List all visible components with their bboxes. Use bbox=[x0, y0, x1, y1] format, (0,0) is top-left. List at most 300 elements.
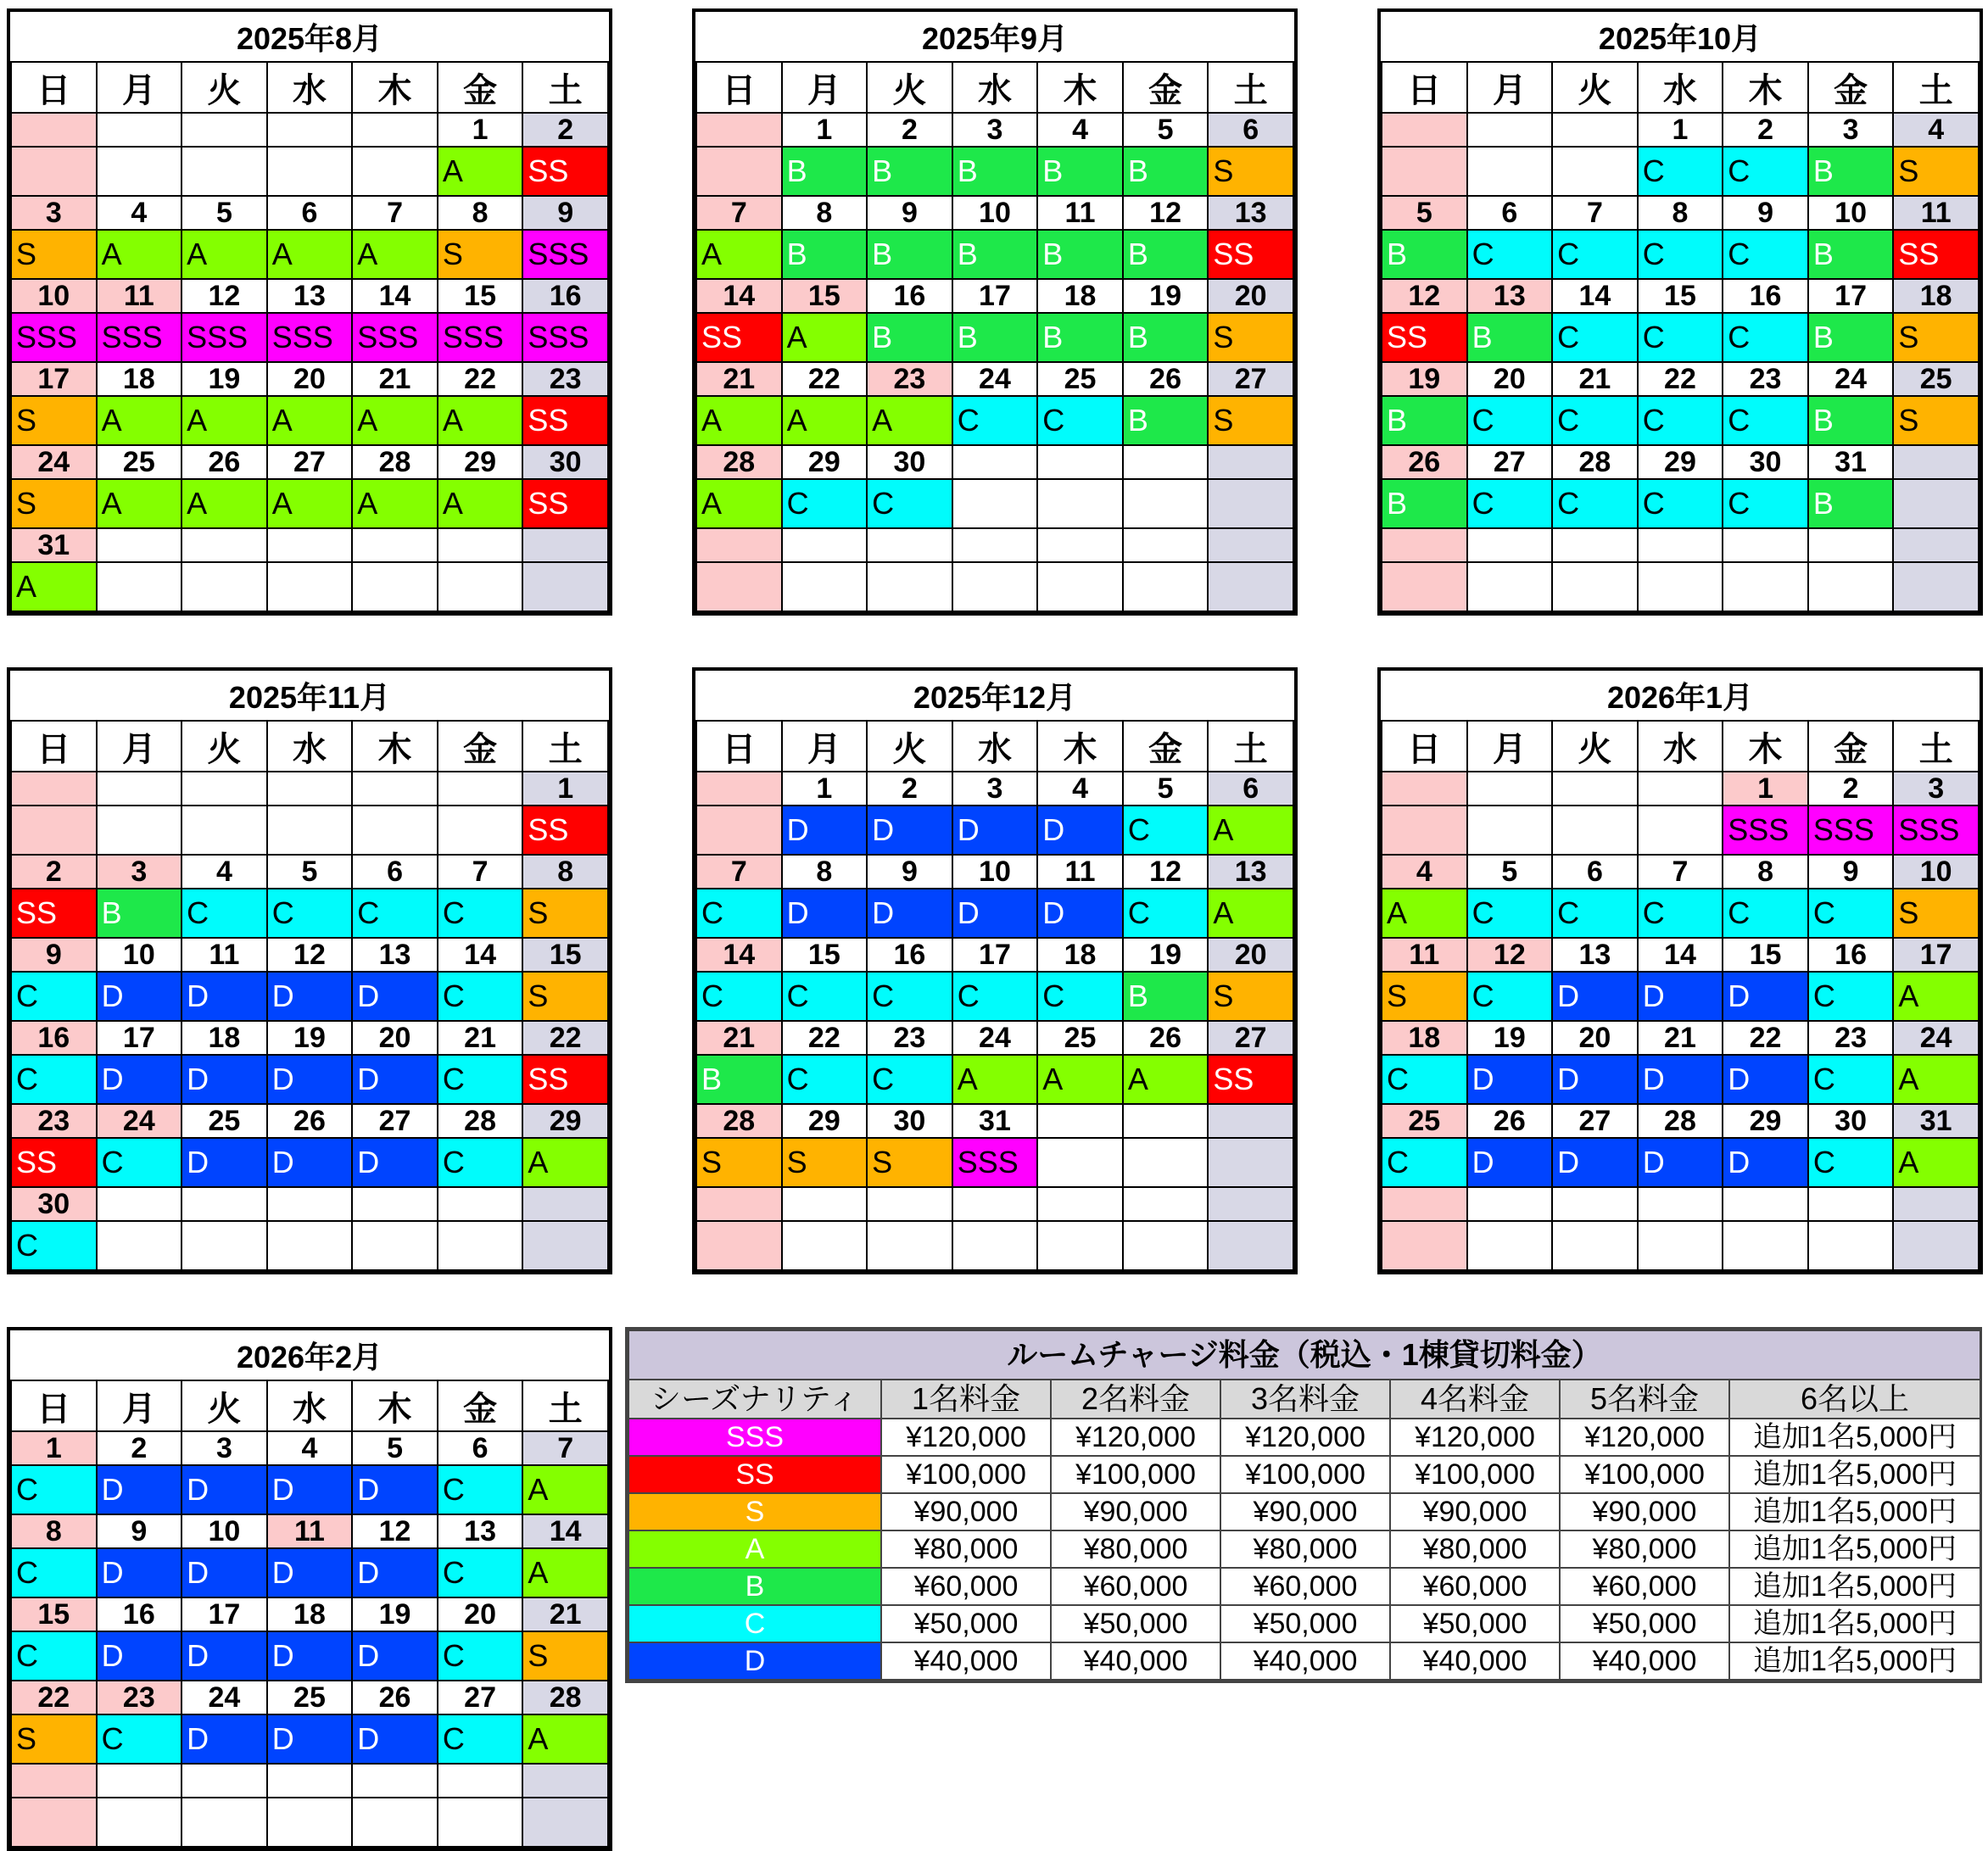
season-band: D bbox=[352, 972, 438, 1021]
weekday-header: 木 bbox=[1037, 62, 1123, 113]
weekday-header: 日 bbox=[11, 721, 97, 772]
day-number bbox=[696, 1187, 782, 1221]
day-number: 31 bbox=[1893, 1104, 1979, 1138]
day-number: 23 bbox=[1808, 1021, 1894, 1055]
weekday-header: 日 bbox=[696, 62, 782, 113]
season-band bbox=[1208, 562, 1293, 611]
day-number bbox=[1552, 772, 1638, 806]
season-band: C bbox=[11, 1548, 97, 1597]
season-band bbox=[696, 1221, 782, 1270]
day-number: 15 bbox=[438, 279, 523, 313]
weekday-header: 金 bbox=[438, 1380, 523, 1431]
day-number bbox=[1723, 1187, 1808, 1221]
season-band: D bbox=[267, 1465, 353, 1514]
season-band: C bbox=[1808, 1055, 1894, 1104]
day-number: 8 bbox=[1638, 196, 1723, 230]
season-band: C bbox=[1382, 1055, 1467, 1104]
day-number bbox=[1552, 113, 1638, 147]
season-band: D bbox=[1638, 1055, 1723, 1104]
extra-person-price: 追加1名5,000円 bbox=[1729, 1605, 1980, 1642]
season-band: D bbox=[352, 1631, 438, 1681]
season-band bbox=[1382, 1221, 1467, 1270]
season-band bbox=[1467, 562, 1553, 611]
day-number: 12 bbox=[352, 1514, 438, 1548]
price-value: ¥50,000 bbox=[1220, 1605, 1390, 1642]
day-number bbox=[1893, 528, 1979, 562]
season-band bbox=[1467, 147, 1553, 196]
price-value: ¥120,000 bbox=[1390, 1419, 1560, 1456]
day-number bbox=[696, 113, 782, 147]
season-band: B bbox=[1382, 230, 1467, 279]
weekday-header: 水 bbox=[1638, 62, 1723, 113]
day-number: 11 bbox=[97, 279, 182, 313]
season-band: C bbox=[1552, 479, 1638, 528]
season-band: D bbox=[1723, 1138, 1808, 1187]
season-band: C bbox=[1467, 889, 1553, 938]
season-band: B bbox=[1808, 479, 1894, 528]
season-band: D bbox=[867, 806, 952, 855]
season-band: D bbox=[867, 889, 952, 938]
season-band: B bbox=[1037, 147, 1123, 196]
weekday-header: 水 bbox=[952, 62, 1038, 113]
day-number: 8 bbox=[782, 855, 868, 889]
month-title: 2025年9月 bbox=[696, 12, 1293, 62]
season-band: SSS bbox=[181, 313, 267, 362]
season-band: C bbox=[782, 1055, 868, 1104]
season-band: C bbox=[1037, 396, 1123, 445]
day-number: 14 bbox=[1638, 938, 1723, 972]
season-band: C bbox=[267, 889, 353, 938]
day-number: 6 bbox=[438, 1431, 523, 1465]
day-number: 24 bbox=[952, 1021, 1038, 1055]
season-band bbox=[1893, 1221, 1979, 1270]
month-title: 2026年2月 bbox=[11, 1330, 608, 1380]
season-band: A bbox=[867, 396, 952, 445]
season-band: D bbox=[267, 972, 353, 1021]
season-band: A bbox=[696, 479, 782, 528]
day-number bbox=[267, 1187, 353, 1221]
day-number bbox=[1208, 528, 1293, 562]
day-number bbox=[1808, 1187, 1894, 1221]
day-number bbox=[352, 772, 438, 806]
season-band: SS bbox=[1208, 1055, 1293, 1104]
season-band: C bbox=[1638, 313, 1723, 362]
season-band: A bbox=[1037, 1055, 1123, 1104]
day-number bbox=[696, 528, 782, 562]
day-number bbox=[696, 772, 782, 806]
weekday-header: 水 bbox=[952, 721, 1038, 772]
season-band: C bbox=[1467, 396, 1553, 445]
day-number: 21 bbox=[522, 1597, 608, 1631]
day-number bbox=[1123, 445, 1209, 479]
day-number: 30 bbox=[1723, 445, 1808, 479]
season-band: C bbox=[438, 1548, 523, 1597]
day-number: 10 bbox=[1893, 855, 1979, 889]
season-band bbox=[1037, 562, 1123, 611]
season-band bbox=[267, 147, 353, 196]
month-calendar bbox=[692, 8, 1298, 616]
season-band: B bbox=[1123, 972, 1209, 1021]
weekday-header: 金 bbox=[1123, 62, 1209, 113]
season-band: SS bbox=[696, 313, 782, 362]
season-band: A bbox=[181, 230, 267, 279]
price-value: ¥60,000 bbox=[1560, 1568, 1729, 1605]
day-number bbox=[11, 1764, 97, 1798]
day-number: 1 bbox=[1723, 772, 1808, 806]
season-band bbox=[1208, 479, 1293, 528]
day-number bbox=[1552, 1187, 1638, 1221]
season-band: D bbox=[782, 806, 868, 855]
season-band: C bbox=[11, 1055, 97, 1104]
day-number bbox=[438, 1187, 523, 1221]
season-band: S bbox=[867, 1138, 952, 1187]
day-number: 26 bbox=[1467, 1104, 1553, 1138]
day-number: 3 bbox=[11, 196, 97, 230]
season-band: S bbox=[1893, 147, 1979, 196]
day-number: 8 bbox=[522, 855, 608, 889]
day-number: 18 bbox=[267, 1597, 353, 1631]
day-number: 17 bbox=[952, 279, 1038, 313]
season-band: A bbox=[11, 562, 97, 611]
day-number: 20 bbox=[1552, 1021, 1638, 1055]
day-number: 16 bbox=[97, 1597, 182, 1631]
day-number: 14 bbox=[696, 279, 782, 313]
season-band: SSS bbox=[522, 230, 608, 279]
season-band: A bbox=[1208, 806, 1293, 855]
season-band bbox=[352, 806, 438, 855]
season-band bbox=[1208, 1138, 1293, 1187]
season-band bbox=[1552, 1221, 1638, 1270]
day-number: 19 bbox=[1123, 938, 1209, 972]
day-number: 2 bbox=[1808, 772, 1894, 806]
day-number: 13 bbox=[438, 1514, 523, 1548]
season-band: S bbox=[1208, 972, 1293, 1021]
price-row bbox=[628, 1530, 1980, 1568]
weekday-header: 火 bbox=[181, 721, 267, 772]
weekday-header: 水 bbox=[1638, 721, 1723, 772]
day-number bbox=[352, 1764, 438, 1798]
day-number bbox=[352, 113, 438, 147]
day-number: 24 bbox=[1893, 1021, 1979, 1055]
month-calendar bbox=[7, 8, 612, 616]
season-band: S bbox=[11, 230, 97, 279]
day-number bbox=[1382, 1187, 1467, 1221]
season-band: SSS bbox=[352, 313, 438, 362]
season-band: A bbox=[352, 396, 438, 445]
season-band: B bbox=[97, 889, 182, 938]
price-header: 1名料金 bbox=[881, 1380, 1051, 1419]
day-number: 3 bbox=[952, 772, 1038, 806]
season-band: C bbox=[867, 1055, 952, 1104]
day-number: 3 bbox=[1808, 113, 1894, 147]
day-number: 10 bbox=[952, 855, 1038, 889]
season-band: S bbox=[11, 396, 97, 445]
price-value: ¥90,000 bbox=[1560, 1493, 1729, 1530]
day-number: 20 bbox=[1467, 362, 1553, 396]
season-band: C bbox=[97, 1714, 182, 1764]
day-number: 9 bbox=[97, 1514, 182, 1548]
season-band: A bbox=[267, 396, 353, 445]
season-band bbox=[952, 479, 1038, 528]
season-band bbox=[181, 1798, 267, 1847]
season-band: A bbox=[181, 479, 267, 528]
season-band bbox=[181, 806, 267, 855]
day-number: 17 bbox=[11, 362, 97, 396]
season-band: B bbox=[1808, 313, 1894, 362]
season-band: D bbox=[1552, 1138, 1638, 1187]
weekday-header: 木 bbox=[1723, 721, 1808, 772]
season-label: S bbox=[628, 1493, 881, 1530]
season-band: D bbox=[1037, 889, 1123, 938]
season-band: B bbox=[782, 230, 868, 279]
day-number: 2 bbox=[867, 772, 952, 806]
season-band bbox=[352, 562, 438, 611]
day-number bbox=[952, 528, 1038, 562]
day-number bbox=[97, 1764, 182, 1798]
day-number bbox=[1467, 772, 1553, 806]
season-band: C bbox=[1638, 147, 1723, 196]
day-number: 15 bbox=[11, 1597, 97, 1631]
day-number: 8 bbox=[438, 196, 523, 230]
day-number: 8 bbox=[782, 196, 868, 230]
season-band: D bbox=[352, 1465, 438, 1514]
day-number: 14 bbox=[522, 1514, 608, 1548]
season-band: D bbox=[97, 972, 182, 1021]
day-number: 10 bbox=[97, 938, 182, 972]
day-number: 18 bbox=[97, 362, 182, 396]
day-number: 3 bbox=[181, 1431, 267, 1465]
day-number bbox=[1382, 528, 1467, 562]
season-band bbox=[696, 147, 782, 196]
season-band: B bbox=[1123, 396, 1209, 445]
season-band: S bbox=[1382, 972, 1467, 1021]
day-number bbox=[97, 113, 182, 147]
season-band bbox=[1552, 562, 1638, 611]
day-number: 15 bbox=[1638, 279, 1723, 313]
day-number: 2 bbox=[11, 855, 97, 889]
day-number: 21 bbox=[696, 362, 782, 396]
season-band bbox=[1037, 1138, 1123, 1187]
day-number bbox=[1893, 445, 1979, 479]
day-number: 26 bbox=[181, 445, 267, 479]
day-number: 13 bbox=[267, 279, 353, 313]
day-number: 7 bbox=[352, 196, 438, 230]
season-band: B bbox=[1037, 313, 1123, 362]
season-band: D bbox=[352, 1548, 438, 1597]
season-band: C bbox=[11, 972, 97, 1021]
day-number: 21 bbox=[696, 1021, 782, 1055]
season-band: D bbox=[181, 1138, 267, 1187]
day-number: 1 bbox=[11, 1431, 97, 1465]
weekday-header: 水 bbox=[267, 1380, 353, 1431]
price-value: ¥40,000 bbox=[1390, 1642, 1560, 1680]
season-band: B bbox=[867, 313, 952, 362]
weekday-header: 金 bbox=[1808, 62, 1894, 113]
day-number: 4 bbox=[267, 1431, 353, 1465]
day-number: 10 bbox=[181, 1514, 267, 1548]
day-number bbox=[1037, 445, 1123, 479]
price-value: ¥50,000 bbox=[1390, 1605, 1560, 1642]
day-number: 25 bbox=[181, 1104, 267, 1138]
season-band: C bbox=[1723, 147, 1808, 196]
season-band bbox=[522, 1221, 608, 1270]
day-number: 28 bbox=[1552, 445, 1638, 479]
season-band: D bbox=[267, 1055, 353, 1104]
season-band: S bbox=[522, 1631, 608, 1681]
weekday-header: 土 bbox=[522, 1380, 608, 1431]
season-band bbox=[867, 1221, 952, 1270]
extra-person-price: 追加1名5,000円 bbox=[1729, 1493, 1980, 1530]
season-band bbox=[97, 1798, 182, 1847]
day-number bbox=[1382, 772, 1467, 806]
price-value: ¥50,000 bbox=[881, 1605, 1051, 1642]
season-band bbox=[1467, 806, 1553, 855]
season-band: C bbox=[1808, 1138, 1894, 1187]
day-number: 11 bbox=[1037, 196, 1123, 230]
season-band bbox=[1123, 562, 1209, 611]
day-number: 25 bbox=[1037, 362, 1123, 396]
day-number: 28 bbox=[696, 1104, 782, 1138]
season-band: SSS bbox=[97, 313, 182, 362]
weekday-header: 木 bbox=[1037, 721, 1123, 772]
price-value: ¥100,000 bbox=[1051, 1456, 1220, 1493]
price-value: ¥90,000 bbox=[1390, 1493, 1560, 1530]
season-band: A bbox=[696, 396, 782, 445]
day-number: 27 bbox=[352, 1104, 438, 1138]
season-band bbox=[1808, 562, 1894, 611]
day-number: 13 bbox=[1208, 855, 1293, 889]
day-number: 5 bbox=[181, 196, 267, 230]
weekday-header: 金 bbox=[438, 721, 523, 772]
day-number: 25 bbox=[1037, 1021, 1123, 1055]
day-number bbox=[11, 113, 97, 147]
season-band bbox=[1638, 1221, 1723, 1270]
day-number bbox=[1037, 1187, 1123, 1221]
season-band: C bbox=[952, 396, 1038, 445]
weekday-header: 月 bbox=[97, 721, 182, 772]
weekday-header: 土 bbox=[1893, 62, 1979, 113]
season-band: D bbox=[1638, 972, 1723, 1021]
weekday-header: 土 bbox=[522, 62, 608, 113]
day-number: 13 bbox=[1552, 938, 1638, 972]
season-band bbox=[438, 562, 523, 611]
day-number: 7 bbox=[1552, 196, 1638, 230]
season-band: B bbox=[1123, 230, 1209, 279]
season-band bbox=[1723, 562, 1808, 611]
day-number: 8 bbox=[1723, 855, 1808, 889]
price-value: ¥80,000 bbox=[1560, 1530, 1729, 1568]
price-value: ¥60,000 bbox=[1390, 1568, 1560, 1605]
season-band: SS bbox=[1208, 230, 1293, 279]
day-number: 21 bbox=[1638, 1021, 1723, 1055]
day-number: 10 bbox=[952, 196, 1038, 230]
price-value: ¥80,000 bbox=[881, 1530, 1051, 1568]
day-number: 16 bbox=[1808, 938, 1894, 972]
day-number: 4 bbox=[97, 196, 182, 230]
season-band: C bbox=[696, 972, 782, 1021]
season-band bbox=[1723, 1221, 1808, 1270]
season-band: A bbox=[522, 1465, 608, 1514]
season-band: D bbox=[97, 1631, 182, 1681]
day-number: 31 bbox=[11, 528, 97, 562]
day-number: 5 bbox=[1382, 196, 1467, 230]
season-band: C bbox=[1808, 889, 1894, 938]
season-band: C bbox=[1638, 396, 1723, 445]
price-value: ¥100,000 bbox=[881, 1456, 1051, 1493]
season-band: A bbox=[1893, 1055, 1979, 1104]
weekday-header: 火 bbox=[181, 62, 267, 113]
price-row bbox=[628, 1493, 1980, 1530]
day-number: 12 bbox=[1123, 196, 1209, 230]
price-value: ¥60,000 bbox=[1220, 1568, 1390, 1605]
day-number bbox=[1123, 528, 1209, 562]
month-title: 2025年8月 bbox=[11, 12, 608, 62]
season-label: D bbox=[628, 1642, 881, 1680]
extra-person-price: 追加1名5,000円 bbox=[1729, 1642, 1980, 1680]
season-band bbox=[1382, 806, 1467, 855]
day-number: 26 bbox=[267, 1104, 353, 1138]
day-number: 11 bbox=[1382, 938, 1467, 972]
day-number: 19 bbox=[352, 1597, 438, 1631]
season-band: C bbox=[1123, 889, 1209, 938]
weekday-header: 金 bbox=[438, 62, 523, 113]
season-band bbox=[1467, 1221, 1553, 1270]
season-band: A bbox=[181, 396, 267, 445]
weekday-header: 月 bbox=[97, 62, 182, 113]
season-band: D bbox=[952, 806, 1038, 855]
season-band: A bbox=[522, 1138, 608, 1187]
month-title: 2025年10月 bbox=[1382, 12, 1979, 62]
day-number: 19 bbox=[181, 362, 267, 396]
day-number bbox=[867, 1187, 952, 1221]
day-number bbox=[522, 528, 608, 562]
season-band bbox=[1382, 147, 1467, 196]
day-number bbox=[438, 1764, 523, 1798]
season-band: B bbox=[1123, 147, 1209, 196]
day-number: 5 bbox=[1467, 855, 1553, 889]
price-value: ¥60,000 bbox=[881, 1568, 1051, 1605]
day-number bbox=[1723, 528, 1808, 562]
price-value: ¥50,000 bbox=[1560, 1605, 1729, 1642]
season-band bbox=[181, 147, 267, 196]
season-band: D bbox=[1552, 1055, 1638, 1104]
day-number: 20 bbox=[1208, 938, 1293, 972]
season-band: S bbox=[438, 230, 523, 279]
day-number bbox=[181, 113, 267, 147]
day-number: 11 bbox=[1037, 855, 1123, 889]
price-table-title: ルームチャージ料金（税込・1棟貸切料金） bbox=[628, 1330, 1980, 1380]
season-label: B bbox=[628, 1568, 881, 1605]
season-band bbox=[11, 806, 97, 855]
day-number: 27 bbox=[1208, 1021, 1293, 1055]
season-band: C bbox=[1638, 889, 1723, 938]
day-number: 28 bbox=[696, 445, 782, 479]
season-band: C bbox=[867, 479, 952, 528]
day-number: 18 bbox=[1382, 1021, 1467, 1055]
day-number: 29 bbox=[782, 445, 868, 479]
season-band: A bbox=[1208, 889, 1293, 938]
season-band: C bbox=[696, 889, 782, 938]
price-value: ¥100,000 bbox=[1560, 1456, 1729, 1493]
day-number: 13 bbox=[1208, 196, 1293, 230]
season-band: B bbox=[1382, 479, 1467, 528]
season-band: SS bbox=[522, 1055, 608, 1104]
season-band: C bbox=[11, 1631, 97, 1681]
season-band bbox=[267, 806, 353, 855]
day-number bbox=[1208, 445, 1293, 479]
season-band bbox=[1808, 1221, 1894, 1270]
weekday-header: 土 bbox=[1208, 62, 1293, 113]
